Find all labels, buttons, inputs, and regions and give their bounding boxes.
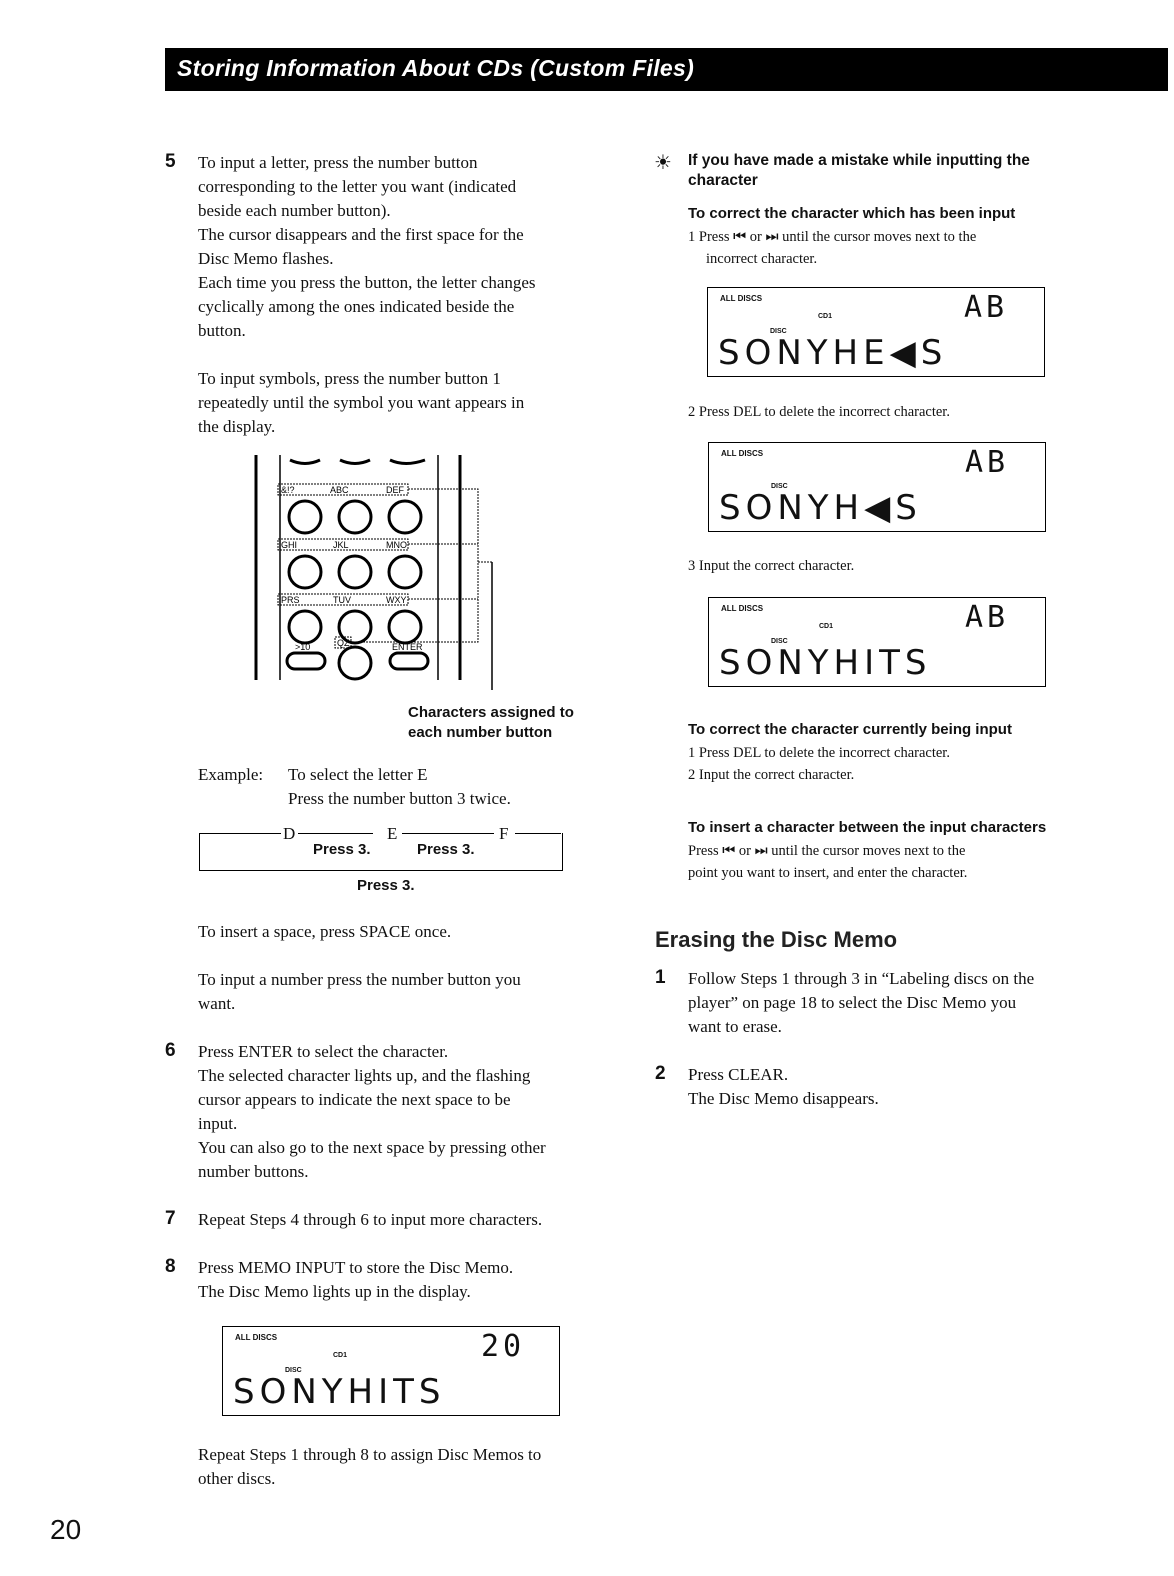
correct-step2: 2 Press DEL to delete the incorrect character. <box>688 404 950 420</box>
line: Disc Memo flashes. <box>198 249 334 268</box>
line: Press ⏮ or ⏭ until the cursor moves next to the <box>688 843 966 859</box>
letter-d: D <box>283 824 296 843</box>
step-number: 6 <box>165 1040 176 1061</box>
all-discs-indicator: ALL DISCS <box>721 449 764 458</box>
key-label: >10 <box>295 642 311 652</box>
ab-indicator: AB <box>964 290 1009 325</box>
line: Press MEMO INPUT to store the Disc Memo. <box>198 1258 514 1277</box>
disc-indicator: DISC <box>771 638 788 645</box>
arrow <box>515 833 561 834</box>
step5-text <box>198 151 536 439</box>
disc-memo-text: SONYHITS <box>233 1372 446 1412</box>
line: other discs. <box>198 1469 276 1488</box>
keypad-caption <box>408 703 574 743</box>
line: corresponding to the letter you want (indicated <box>198 177 517 196</box>
press-label: Press 3. <box>357 877 415 894</box>
ab-indicator: AB <box>965 600 1010 635</box>
line: number buttons. <box>198 1162 309 1181</box>
disc-number: 20 <box>481 1329 526 1364</box>
lcd-display <box>708 442 1046 532</box>
key-label: ABC <box>330 485 349 495</box>
key-label: DEF <box>386 485 404 495</box>
line: player” on page 18 to select the Disc Memo you <box>688 993 1017 1012</box>
lcd-display <box>222 1326 560 1416</box>
step7-text: Repeat Steps 4 through 6 to input more characters. <box>198 1210 543 1229</box>
disc-indicator: DISC <box>771 483 788 490</box>
line: To select the letter E <box>288 765 428 784</box>
all-discs-indicator: ALL DISCS <box>720 294 763 303</box>
subheading: To correct the character currently being input <box>688 721 1012 738</box>
line: input. <box>198 1114 238 1133</box>
line: Press the number button 3 twice. <box>288 789 511 808</box>
line: The selected character lights up, and the flashing <box>198 1066 531 1085</box>
line: incorrect character. <box>706 251 818 267</box>
line: 1 Press ⏮ or ⏭ until the cursor moves next to the <box>688 229 977 245</box>
line: Repeat Steps 1 through 8 to assign Disc Memos to <box>198 1445 542 1464</box>
line: Press ENTER to select the character. <box>198 1042 449 1061</box>
disc-memo-text: SONYH◀S <box>719 488 922 528</box>
key-label: GHI <box>281 540 298 550</box>
line: The cursor disappears and the first space for the <box>198 225 524 244</box>
step-number: 8 <box>165 1256 176 1277</box>
ab-indicator: AB <box>965 445 1010 480</box>
line: You can also go to the next space by pressing other <box>198 1138 546 1157</box>
remote-keypad-diagram <box>250 455 500 690</box>
lcd-display <box>707 287 1045 377</box>
line: Each time you press the button, the letter changes <box>198 273 536 292</box>
line: Press CLEAR. <box>688 1065 789 1084</box>
all-discs-indicator: ALL DISCS <box>235 1333 278 1342</box>
correct-step3: 3 Input the correct character. <box>688 558 855 574</box>
line: To input a number press the number button you <box>198 970 521 989</box>
current-step1: 1 Press DEL to delete the incorrect character. <box>688 745 950 761</box>
line: cursor appears to indicate the next space to be <box>198 1090 511 1109</box>
tip-icon: ☀ <box>654 152 672 174</box>
subheading: To correct the character which has been input <box>688 205 1016 222</box>
cd-indicator: CD1 <box>819 623 834 630</box>
lcd-display <box>708 597 1046 687</box>
number-text <box>198 968 521 1016</box>
line: point you want to insert, and enter the character. <box>688 865 968 881</box>
line: Follow Steps 1 through 3 in “Labeling discs on the <box>688 969 1035 988</box>
press-label: Press 3. <box>313 841 371 858</box>
line: The Disc Memo disappears. <box>688 1089 879 1108</box>
cd-indicator: CD1 <box>818 313 833 320</box>
key-label: TUV <box>333 595 351 605</box>
example-label: Example: <box>198 765 264 784</box>
line: cyclically among the ones indicated beside the <box>198 297 515 316</box>
disc-memo-text: SONYHITS <box>719 643 932 683</box>
correct-step1 <box>688 226 976 270</box>
line: button. <box>198 321 246 340</box>
step6-text <box>198 1040 546 1184</box>
subheading: To insert a character between the input characters <box>688 819 1047 836</box>
step-number: 5 <box>165 151 176 172</box>
letter-e: E <box>387 824 398 843</box>
section-heading: Erasing the Disc Memo <box>655 927 898 952</box>
all-discs-indicator: ALL DISCS <box>721 604 764 613</box>
line: repeatedly until the symbol you want appears in <box>198 393 525 412</box>
cd-indicator: CD1 <box>333 1352 348 1359</box>
erase-step2 <box>688 1063 879 1111</box>
insert-text <box>688 840 967 884</box>
space-text: To insert a space, press SPACE once. <box>198 922 452 941</box>
key-label: &!? <box>281 485 295 495</box>
section-header <box>165 48 1168 91</box>
example-text <box>288 763 511 811</box>
line: beside each number button). <box>198 201 391 220</box>
line: The Disc Memo lights up in the display. <box>198 1282 471 1301</box>
letter-f: F <box>499 824 509 843</box>
key-label: WXY <box>386 595 407 605</box>
line: each number button <box>408 724 553 741</box>
key-label: JKL <box>333 540 349 550</box>
arrow <box>402 833 494 834</box>
key-label: QZ <box>337 638 350 648</box>
step-number: 1 <box>655 967 666 988</box>
press-label: Press 3. <box>417 841 475 858</box>
line: Characters assigned to <box>408 704 574 721</box>
step8-text <box>198 1256 513 1304</box>
line: If you have made a mistake while inputting the <box>688 152 1030 169</box>
arrow <box>298 833 373 834</box>
disc-indicator: DISC <box>770 328 787 335</box>
key-label: ENTER <box>392 642 423 652</box>
page-number: 20 <box>50 1514 82 1545</box>
repeat-text <box>198 1443 541 1491</box>
line: want. <box>198 994 236 1013</box>
disc-memo-text: SONYHE◀S <box>718 333 948 373</box>
step-number: 2 <box>655 1063 666 1084</box>
line: want to erase. <box>688 1017 782 1036</box>
disc-indicator: DISC <box>285 1367 302 1374</box>
line: the display. <box>198 417 276 436</box>
tip-title <box>688 151 1030 191</box>
line: To input symbols, press the number button 1 <box>198 369 501 388</box>
section-title: Storing Information About CDs (Custom Files) <box>177 55 695 81</box>
key-label: MNO <box>386 540 407 550</box>
step-number: 7 <box>165 1208 176 1229</box>
line: character <box>688 172 758 189</box>
erase-step1 <box>688 967 1034 1039</box>
current-step2: 2 Input the correct character. <box>688 767 855 783</box>
key-label: PRS <box>281 595 300 605</box>
arrow <box>199 833 281 834</box>
line: To input a letter, press the number button <box>198 153 478 172</box>
